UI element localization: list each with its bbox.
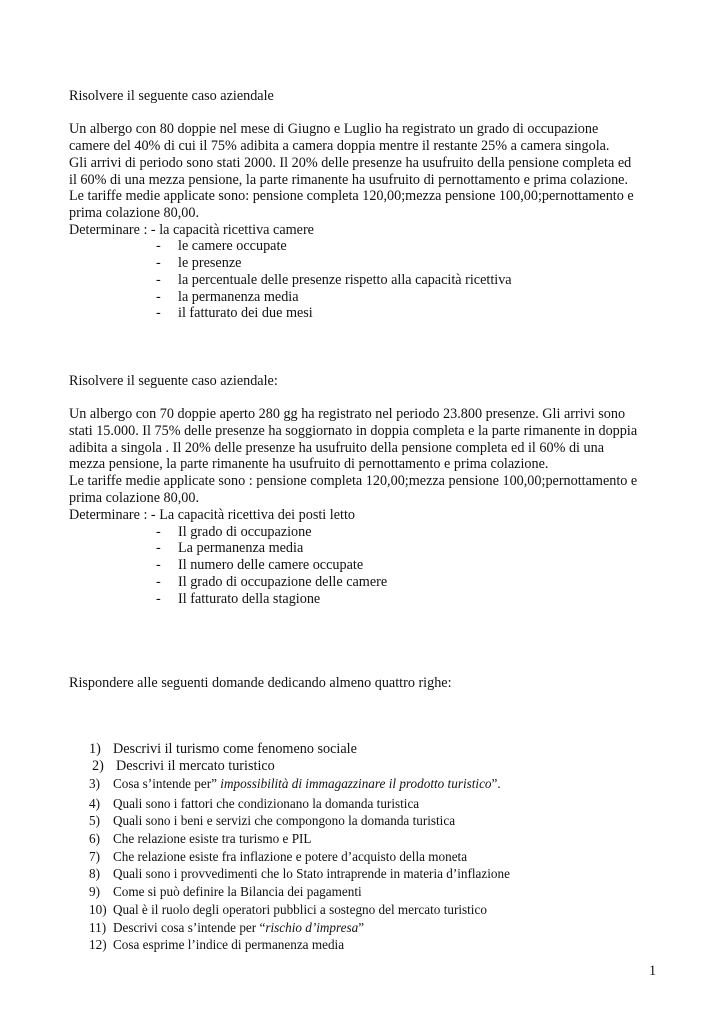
question-item xyxy=(89,902,487,918)
question-item xyxy=(89,920,364,936)
section2-paragraph-line: mezza pensione, la parte rimanente ha usufruito di pernottamento e prima colazione. xyxy=(69,456,549,472)
section2-list-item xyxy=(156,524,312,541)
section2-paragraph-line: stati 15.000. Il 75% delle presenze ha soggiornato in doppia completa e la parte rimanente in doppia xyxy=(69,423,638,439)
section1-paragraph-line: il 60% di una mezza pensione, la parte rimanente ha usufruito di pernottamento e prima colazione. xyxy=(69,172,629,188)
question-item xyxy=(89,776,501,792)
list-item-text: le camere occupate xyxy=(178,238,287,254)
list-item-text: la permanenza media xyxy=(178,289,299,305)
page-number: 1 xyxy=(649,963,657,979)
section1-paragraph-line: Un albergo con 80 doppie nel mese di Giugno e Luglio ha registrato un grado di occupazione xyxy=(69,121,599,137)
section1-list-item xyxy=(156,289,299,306)
list-dash: - xyxy=(156,557,161,573)
section1-list-item xyxy=(156,238,287,255)
question-item xyxy=(89,741,357,757)
question-emphasis: impossibilità di immagazzinare il prodotto turistico xyxy=(220,776,492,791)
question-number: 4) xyxy=(89,796,100,811)
section1-list-item xyxy=(156,272,512,289)
question-text: Che relazione esiste tra turismo e PIL xyxy=(113,831,312,846)
list-dash: - xyxy=(156,591,161,607)
question-text: Quali sono i beni e servizi che compongono la domanda turistica xyxy=(113,813,456,828)
section2-paragraph-line: prima colazione 80,00. xyxy=(69,490,200,506)
list-dash: - xyxy=(156,272,161,288)
question-text-end: ” xyxy=(358,920,365,935)
section1-paragraph-line: camere del 40% di cui il 75% adibita a camera doppia mentre il restante 25% a camera singola. xyxy=(69,138,610,154)
section1-paragraph-line: Le tariffe medie applicate sono: pensione completa 120,00;mezza pensione 100,00;pernottamento e xyxy=(69,188,634,204)
question-item xyxy=(89,884,362,900)
question-text: Cosa s’intende per” xyxy=(113,776,221,791)
list-item-text: La permanenza media xyxy=(178,540,304,556)
question-item xyxy=(89,796,419,812)
question-item xyxy=(89,813,455,829)
section2-paragraph-line: Le tariffe medie applicate sono : pensione completa 120,00;mezza pensione 100,00;pernottamento e xyxy=(69,473,638,489)
question-number: 11) xyxy=(89,920,107,935)
section2-heading: Risolvere il seguente caso aziendale: xyxy=(69,373,278,389)
section2-paragraph-line: Un albergo con 70 doppie aperto 280 gg ha registrato nel periodo 23.800 presenze. Gli arrivi sono xyxy=(69,406,626,422)
question-text: Qual è il ruolo degli operatori pubblici a sostegno del mercato turistico xyxy=(113,902,487,917)
question-item xyxy=(89,866,510,882)
list-item-text: Il numero delle camere occupate xyxy=(178,557,364,573)
question-text: Cosa esprime l’indice di permanenza media xyxy=(113,937,345,952)
section2-determine-label: Determinare : - La capacità ricettiva dei posti letto xyxy=(69,507,355,523)
question-number: 2) xyxy=(92,758,104,774)
section2-list-item xyxy=(156,540,303,557)
question-text: Descrivi il turismo come fenomeno sociale xyxy=(113,741,357,757)
section1-paragraph-line: prima colazione 80,00. xyxy=(69,205,200,221)
list-dash: - xyxy=(156,574,161,590)
list-item-text: la percentuale delle presenze rispetto alla capacità ricettiva xyxy=(178,272,512,288)
question-number: 1) xyxy=(89,741,101,757)
section2-list-item xyxy=(156,557,363,574)
list-dash: - xyxy=(156,540,161,556)
list-item-text: il fatturato dei due mesi xyxy=(178,305,313,321)
question-text: Come si può definire la Bilancia dei pagamenti xyxy=(113,884,362,899)
section3-heading: Rispondere alle seguenti domande dedicando almeno quattro righe: xyxy=(69,675,452,691)
question-number: 5) xyxy=(89,813,100,828)
question-item xyxy=(89,937,344,953)
list-item-text: Il grado di occupazione xyxy=(178,524,312,540)
section2-list-item xyxy=(156,574,387,591)
question-text: Descrivi cosa s’intende per “ xyxy=(113,920,266,935)
section1-heading: Risolvere il seguente caso aziendale xyxy=(69,88,274,104)
question-item xyxy=(89,849,467,865)
question-number: 12) xyxy=(89,937,107,952)
list-item-text: Il fatturato della stagione xyxy=(178,591,321,607)
list-dash: - xyxy=(156,305,161,321)
list-dash: - xyxy=(156,255,161,271)
question-number: 6) xyxy=(89,831,100,846)
list-dash: - xyxy=(156,524,161,540)
question-number: 9) xyxy=(89,884,100,899)
section2-list-item xyxy=(156,591,320,608)
list-dash: - xyxy=(156,289,161,305)
question-number: 7) xyxy=(89,849,100,864)
question-number: 8) xyxy=(89,866,100,881)
question-number: 10) xyxy=(89,902,107,917)
question-text: Quali sono i provvedimenti che lo Stato intraprende in materia d’inflazione xyxy=(113,866,510,881)
question-emphasis: rischio d’impresa xyxy=(265,920,359,935)
question-number: 3) xyxy=(89,776,100,791)
section2-paragraph-line: adibita a singola . Il 20% delle presenze ha usufruito della pensione completa ed il 60% di una xyxy=(69,440,605,456)
question-text-end: ”. xyxy=(491,776,501,791)
question-item xyxy=(89,831,311,847)
section1-list-item xyxy=(156,255,241,272)
section1-list-item xyxy=(156,305,313,322)
list-dash: - xyxy=(156,238,161,254)
question-text: Quali sono i fattori che condizionano la domanda turistica xyxy=(113,796,420,811)
list-item-text: le presenze xyxy=(178,255,242,271)
section1-determine-label: Determinare : - la capacità ricettiva camere xyxy=(69,222,314,238)
list-item-text: Il grado di occupazione delle camere xyxy=(178,574,388,590)
question-text: Che relazione esiste fra inflazione e potere d’acquisto della moneta xyxy=(113,849,468,864)
question-item xyxy=(92,758,275,774)
question-text: Descrivi il mercato turistico xyxy=(116,758,275,774)
section1-paragraph-line: Gli arrivi di periodo sono stati 2000. Il 20% delle presenze ha usufruito della pensione completa ed xyxy=(69,155,632,171)
